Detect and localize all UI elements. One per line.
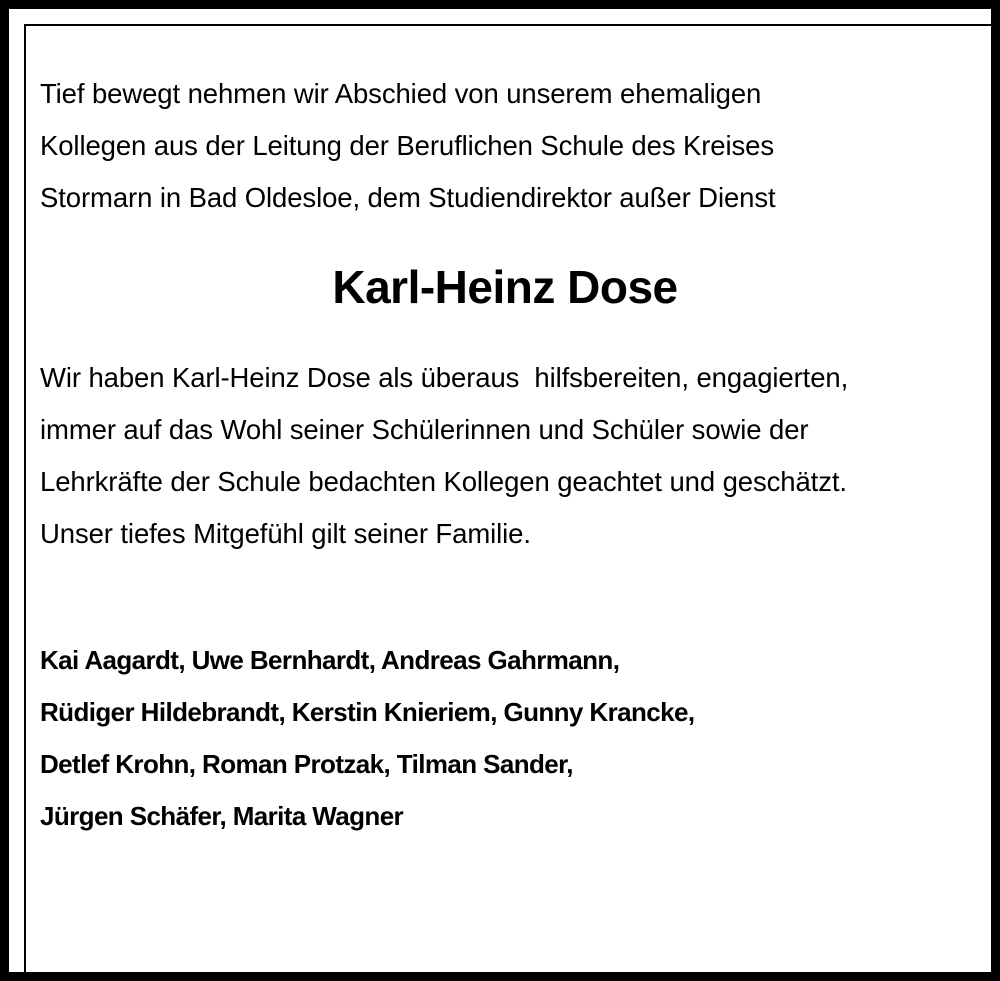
tribute-line: immer auf das Wohl seiner Schülerinnen und Schüler sowie der xyxy=(40,414,809,445)
intro-line: Stormarn in Bad Oldesloe, dem Studiendirektor außer Dienst xyxy=(40,182,776,213)
intro-paragraph xyxy=(40,68,970,224)
obituary-notice xyxy=(40,68,970,842)
tribute-line: Unser tiefes Mitgefühl gilt seiner Familie. xyxy=(40,518,531,549)
tribute-paragraph xyxy=(40,352,970,560)
signers-line: Jürgen Schäfer, Marita Wagner xyxy=(40,801,404,831)
signers-list xyxy=(40,634,970,842)
signers-line: Kai Aagardt, Uwe Bernhardt, Andreas Gahrmann, xyxy=(40,645,620,675)
signers-line: Rüdiger Hildebrandt, Kerstin Knieriem, Gunny Krancke, xyxy=(40,697,695,727)
tribute-line: Lehrkräfte der Schule bedachten Kollegen geachtet und geschätzt. xyxy=(40,466,847,497)
deceased-name: Karl-Heinz Dose xyxy=(332,261,678,313)
tribute-line: Wir haben Karl-Heinz Dose als überaus hilfsbereiten, engagierten, xyxy=(40,362,849,393)
intro-line: Kollegen aus der Leitung der Beruflichen Schule des Kreises xyxy=(40,130,775,161)
intro-line: Tief bewegt nehmen wir Abschied von unserem ehemaligen xyxy=(40,78,762,109)
signers-line: Detlef Krohn, Roman Protzak, Tilman Sander, xyxy=(40,749,573,779)
